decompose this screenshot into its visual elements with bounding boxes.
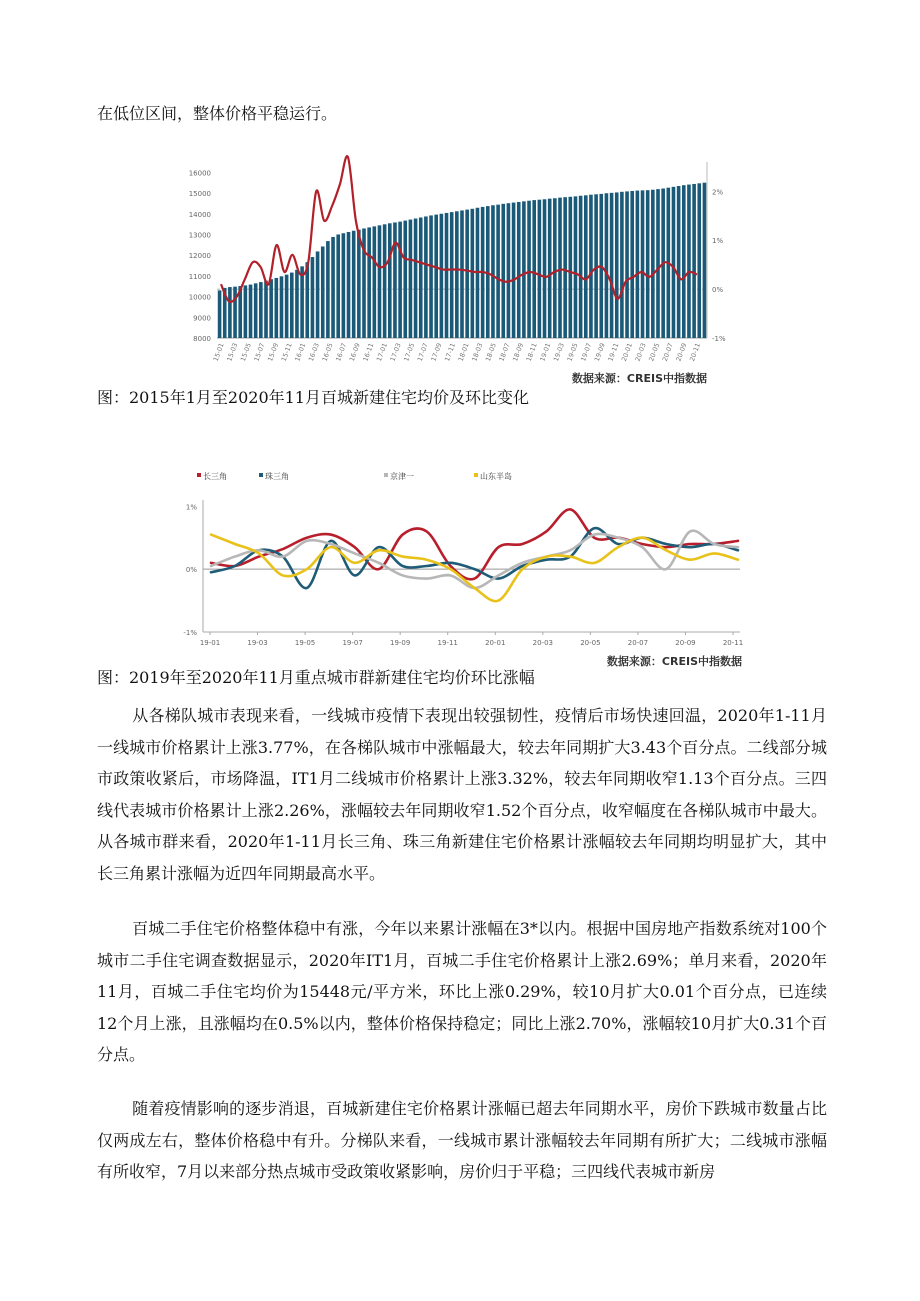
price-bar (336, 234, 340, 338)
price-bar (589, 195, 593, 338)
price-bar (388, 223, 392, 338)
price-bar (538, 200, 542, 338)
y-tick-label: 0% (185, 566, 197, 575)
y-left-tick-label: 15000 (188, 190, 211, 199)
price-bar (403, 221, 407, 338)
price-bar (646, 190, 650, 338)
price-bar (259, 282, 263, 338)
price-bar (656, 189, 660, 338)
price-bar (305, 262, 309, 338)
price-bar (517, 202, 521, 338)
intro-text: 在低位区间，整体价格平稳运行。 (97, 104, 338, 123)
x-tick-label: 18-05 (483, 341, 498, 363)
x-tick-label: 15-09 (266, 341, 281, 363)
x-tick-label: 20-01 (620, 341, 635, 363)
price-bar (641, 190, 645, 338)
x-tick-label: 18-07 (497, 341, 512, 363)
price-bar (300, 266, 304, 338)
chart2-source: 数据来源：CREIS中指数据 (606, 655, 742, 668)
chart1-source: 数据来源：CREIS中指数据 (571, 372, 707, 385)
price-bar (703, 183, 707, 338)
price-bar (290, 273, 294, 338)
x-tick-label: 17-05 (402, 341, 417, 363)
x-tick-label: 20-03 (633, 341, 648, 363)
price-bar (419, 217, 423, 338)
x-tick-label: 17-11 (443, 341, 458, 363)
price-bar (584, 195, 588, 338)
price-bar (445, 213, 449, 338)
price-bar (687, 185, 691, 338)
price-bar (347, 232, 351, 338)
x-tick-label: 19-09 (592, 341, 607, 363)
x-tick-label: 18-01 (456, 341, 471, 363)
x-tick-label: 17-01 (375, 341, 390, 363)
price-bar (455, 211, 459, 338)
y-right-tick-label: -1% (712, 335, 726, 343)
price-bar (367, 227, 371, 338)
price-bar (434, 215, 438, 338)
price-bar (527, 201, 531, 338)
x-tick-label: 18-03 (470, 341, 485, 363)
x-tick-label: 15-01 (211, 341, 226, 363)
price-bar (424, 216, 428, 338)
price-bar (450, 212, 454, 338)
price-bar (326, 241, 330, 338)
x-tick-label: 19-05 (294, 639, 316, 647)
y-tick-label: 1% (185, 503, 197, 512)
price-bar (398, 222, 402, 338)
price-bar (569, 197, 573, 338)
x-tick-label: 19-09 (390, 639, 411, 647)
price-bar (311, 257, 315, 338)
x-tick-label: 16-09 (347, 341, 362, 363)
price-bar (465, 210, 469, 338)
price-bar (512, 203, 516, 338)
price-bar (254, 283, 258, 338)
x-tick-label: 20-05 (647, 341, 662, 363)
price-bar (249, 285, 253, 338)
x-tick-label: 16-01 (293, 341, 308, 363)
price-bar (269, 279, 273, 338)
price-bar (285, 275, 289, 338)
x-tick-label: 20-01 (485, 639, 506, 647)
y-left-tick-label: 14000 (188, 210, 211, 219)
price-bar (496, 205, 500, 338)
price-bar (295, 270, 299, 338)
price-bar (558, 198, 562, 338)
price-bar (543, 199, 547, 338)
price-bar (625, 191, 629, 338)
price-bar (697, 183, 701, 338)
price-bar (218, 290, 222, 338)
x-tick-label: 15-07 (252, 341, 267, 363)
price-bar (440, 214, 444, 338)
price-bar (321, 246, 325, 338)
x-tick-label: 19-03 (551, 341, 566, 363)
x-tick-label: 19-11 (437, 639, 458, 647)
x-tick-label: 17-09 (429, 341, 444, 363)
price-bar (373, 226, 377, 338)
legend-label: 山东半岛 (480, 472, 512, 481)
x-tick-label: 20-11 (688, 341, 703, 363)
chart1-caption: 图：2015年1月至2020年11月百城新建住宅均价及环比变化 (97, 388, 529, 407)
x-tick-label: 19-03 (247, 639, 268, 647)
x-tick-label: 18-11 (524, 341, 539, 363)
price-bar (615, 192, 619, 338)
price-bar (383, 224, 387, 338)
x-tick-label: 19-11 (606, 341, 621, 363)
price-bar (610, 193, 614, 338)
price-bar (692, 184, 696, 338)
legend-label: 长三角 (203, 472, 227, 481)
x-tick-label: 18-09 (511, 341, 526, 363)
x-tick-label: 16-05 (320, 341, 335, 363)
legend-label: 京津一 (390, 472, 414, 481)
y-left-tick-label: 10000 (188, 293, 211, 302)
legend-swatch (474, 473, 478, 477)
price-bar (507, 203, 511, 338)
x-tick-label: 17-07 (415, 341, 430, 363)
price-bar (471, 209, 475, 338)
price-bar (316, 251, 320, 338)
x-tick-label: 19-07 (579, 341, 594, 363)
price-bar (501, 204, 505, 338)
price-bar (522, 201, 526, 338)
x-tick-label: 20-09 (674, 341, 689, 363)
price-bar (244, 285, 248, 338)
x-tick-label: 15-05 (238, 341, 253, 363)
y-left-tick-label: 9000 (193, 314, 211, 323)
y-right-tick-label: 0% (712, 286, 724, 295)
paragraph-second-hand: 百城二手住宅价格整体稳中有涨，今年以来累计涨幅在3*以内。根据中国房地产指数系统对100个城市二手住宅调查数据显示，2020年IT1月，百城二手住宅价格累计上涨2.69%；单月来看，2020年11月，百城二手住宅均价为15448元/平方米，环比上涨0.29%，较10月扩大0.01个百分点，已连续12个月上涨，且涨幅均在0.5%以内，整体价格保持稳定；同比上涨2.70%，涨幅较10月扩大0.31个百分点。 (97, 919, 827, 1064)
y-left-tick-label: 12000 (188, 252, 211, 261)
x-tick-label: 15-03 (225, 341, 240, 363)
price-bar (491, 205, 495, 338)
y-left-tick-label: 13000 (188, 231, 211, 240)
x-tick-label: 20-11 (722, 639, 744, 647)
legend-swatch (197, 473, 201, 477)
price-bar (620, 192, 624, 338)
x-tick-label: 19-05 (565, 341, 580, 363)
price-bar (579, 196, 583, 338)
price-bar (460, 210, 464, 338)
price-bar (574, 196, 578, 338)
x-tick-label: 20-07 (660, 341, 675, 363)
price-bar (352, 231, 356, 338)
price-bar (548, 199, 552, 338)
x-tick-label: 19-07 (342, 639, 363, 647)
y-left-tick-label: 16000 (188, 169, 211, 178)
y-right-tick-label: 2% (712, 188, 724, 197)
paragraph-tier-cities: 从各梯队城市表现来看，一线城市疫情下表现出较强韧性，疫情后市场快速回温，2020年1-11月一线城市价格累计上涨3.77%，在各梯队城市中涨幅最大，较去年同期扩大3.43个百分点。二线部分城市政策收紧后，市场降温，IT1月二线城市价格累计上涨3.32%，较去年同期收窄1.13个百分点。三四线代表城市价格累计上涨2.26%，涨幅较去年同期收窄1.52个百分点，收窄幅度在各梯队城市中最大。从各城市群来看，2020年1-11月长三角、珠三角新建住宅价格累计涨幅较去年同期均明显扩大，其中长三角累计涨幅为近四年同期最高水平。 (97, 706, 827, 883)
paragraph-summary: 随着疫情影响的逐步消退，百城新建住宅价格累计涨幅已超去年同期水平，房价下跌城市数量占比仅两成左右，整体价格稳中有升。分梯队来看，一线城市累计涨幅较去年同期有所扩大；二线城市涨幅有所收窄，7月以来部分热点城市受政策收紧影响，房价归于平稳；三四线代表城市新房 (97, 1099, 827, 1181)
x-tick-label: 20-05 (580, 639, 601, 647)
x-tick-label: 20-09 (675, 639, 696, 647)
price-bar (228, 287, 232, 338)
x-tick-label: 16-07 (334, 341, 349, 363)
city-cluster-chart (0, 400, 920, 680)
price-bar (672, 187, 676, 338)
legend-swatch (384, 473, 388, 477)
price-bar (682, 185, 686, 338)
x-tick-label: 20-07 (627, 639, 649, 647)
price-bar (275, 278, 279, 338)
price-bar (342, 233, 346, 338)
price-bar (409, 220, 413, 338)
price-bar (553, 198, 557, 338)
price-bar (357, 230, 361, 338)
price-bar (677, 186, 681, 338)
price-bar (393, 222, 397, 338)
x-tick-label: 19-01 (199, 639, 221, 647)
x-tick-label: 15-11 (279, 341, 294, 363)
y-left-tick-label: 8000 (193, 335, 211, 343)
x-tick-label: 16-03 (306, 341, 321, 363)
price-bar (280, 276, 284, 338)
price-bar (630, 191, 634, 338)
y-tick-label: -1% (183, 629, 197, 637)
x-tick-label: 17-03 (388, 341, 403, 363)
price-bar (636, 191, 640, 338)
price-bar (651, 190, 655, 338)
price-bar (532, 200, 536, 338)
x-tick-label: 20-03 (532, 639, 553, 647)
y-left-tick-label: 11000 (188, 272, 211, 281)
price-bar (378, 225, 382, 338)
chart2-caption: 图：2019年至2020年11月重点城市群新建住宅均价环比涨幅 (97, 668, 535, 687)
price-index-chart (0, 0, 920, 400)
x-tick-label: 16-11 (361, 341, 376, 363)
price-bar (594, 194, 598, 338)
price-bar (563, 197, 567, 338)
x-tick-label: 19-01 (538, 341, 553, 363)
price-bar (429, 215, 433, 338)
legend-label: 珠三角 (265, 472, 289, 481)
y-right-tick-label: 1% (712, 237, 724, 246)
price-bar (233, 287, 237, 338)
legend-swatch (259, 473, 263, 477)
price-bar (331, 237, 335, 338)
price-bar (414, 219, 418, 338)
price-bar (605, 193, 609, 338)
price-bar (264, 281, 268, 338)
